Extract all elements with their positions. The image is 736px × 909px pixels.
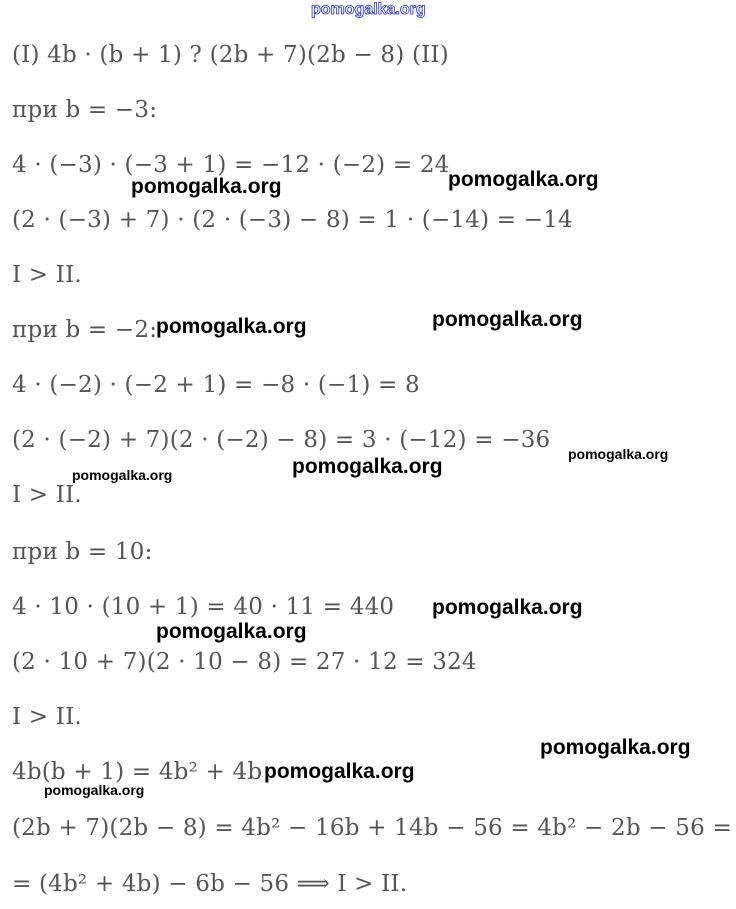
watermark-text: pomogalka.org	[540, 736, 691, 759]
comparison-result: I > II.	[12, 482, 82, 508]
watermark-text: pomogalka.org	[448, 168, 599, 191]
expansion-expression-two: (2b + 7)(2b − 8) = 4b² − 16b + 14b − 56 = 4b² − 2b − 56 =	[12, 815, 732, 841]
final-conclusion: = (4b² + 4b) − 6b − 56 ⟹ I > II.	[12, 871, 408, 897]
calc-expression-one-b-10: 4 · 10 · (10 + 1) = 40 · 11 = 440	[12, 594, 395, 620]
watermark-text: pomogalka.org	[156, 315, 307, 338]
calc-expression-two-b-minus-2: (2 · (−2) + 7)(2 · (−2) − 8) = 3 · (−12) = −36	[12, 427, 551, 453]
watermark-text: pomogalka.org	[264, 760, 415, 783]
case-label-b-10: при b = 10:	[12, 539, 153, 565]
case-label-b-minus-2: при b = −2:	[12, 317, 158, 343]
expansion-expression-one: 4b(b + 1) = 4b² + 4b	[12, 759, 263, 785]
watermark-text: pomogalka.org	[156, 620, 307, 643]
calc-expression-two-b-10: (2 · 10 + 7)(2 · 10 − 8) = 27 · 12 = 324	[12, 649, 477, 675]
watermark-text: pomogalka.org	[568, 446, 669, 462]
comparison-result: I > II.	[12, 704, 82, 730]
watermark-text: pomogalka.org	[432, 596, 583, 619]
calc-expression-one-b-minus-2: 4 · (−2) · (−2 + 1) = −8 · (−1) = 8	[12, 372, 420, 398]
watermark-text: pomogalka.org	[432, 308, 583, 331]
watermark-text: pomogalka.org	[292, 455, 443, 478]
watermark-text: pomogalka.org	[72, 467, 173, 483]
problem-statement: (I) 4b · (b + 1) ? (2b + 7)(2b − 8) (II)	[12, 42, 449, 68]
comparison-result: I > II.	[12, 262, 82, 288]
watermark-text: pomogalka.org	[44, 782, 145, 798]
calc-expression-one-b-minus-3: 4 · (−3) · (−3 + 1) = −12 · (−2) = 24	[12, 152, 450, 178]
watermark-text: pomogalka.org	[131, 175, 282, 198]
case-label-b-minus-3: при b = −3:	[12, 97, 158, 123]
calc-expression-two-b-minus-3: (2 · (−3) + 7) · (2 · (−3) − 8) = 1 · (−14) = −14	[12, 207, 573, 233]
watermark-top: pomogalka.org	[311, 1, 426, 18]
